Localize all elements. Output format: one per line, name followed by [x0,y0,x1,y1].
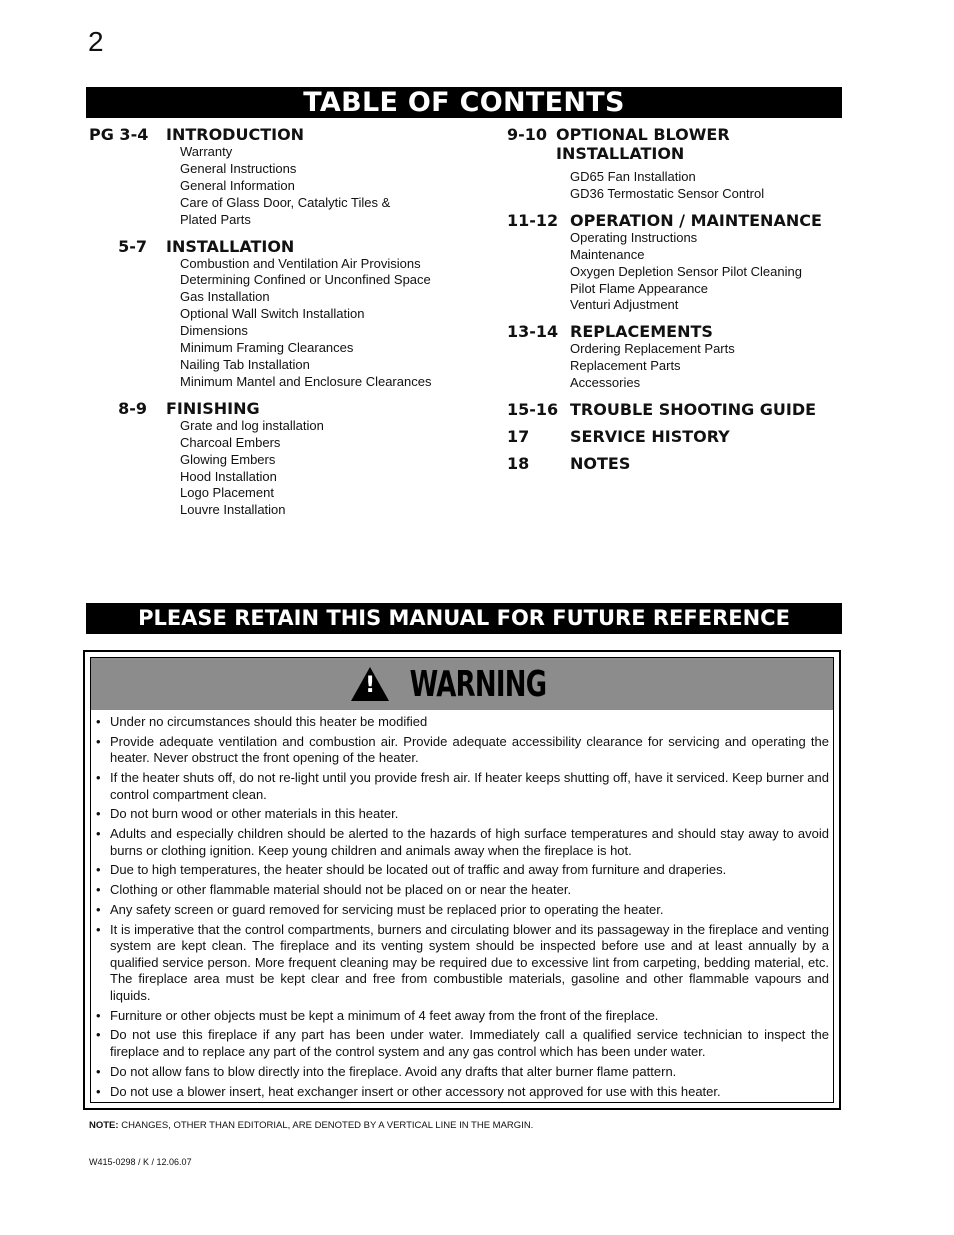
toc-subitems [89,418,489,519]
warning-item: • Adults and especially children should be alerted to the hazards of high surface temperatures and should stay away to avoid burns or clothing ignition. Keep young children and animals away when the fireplace is hot. [94,826,829,859]
warning-triangle-icon: ! [351,667,389,701]
toc-subitem: Minimum Mantel and Enclosure Clearances [180,373,432,389]
warning-item: • It is imperative that the control compartments, burners and circulating blower and its passageway in the fireplace and venting system are kept clean. The fireplace and its venting system should be inspected before use and at least annually by a qualified service person. More frequent cleaning may be required due to excessive lint from carpeting, bedding material, etc. The fireplace area must be kept clear and free from combustible materials, gasoline and other flammable vapours and liquids. [94,922,829,1005]
toc-subitem: Oxygen Depletion Sensor Pilot Cleaning [570,263,802,279]
toc-section-heading [89,399,489,418]
toc-banner: TABLE OF CONTENTS [86,87,842,118]
toc-section [507,400,852,419]
retain-manual-banner: PLEASE RETAIN THIS MANUAL FOR FUTURE REFERENCE [86,603,842,634]
toc-title-line: OPERATION / MAINTENANCE [570,210,822,230]
toc-title-line: NOTES [570,454,631,474]
toc-section-title [570,400,816,419]
toc-subitem: Optional Wall Switch Installation [180,306,365,322]
toc-subitem: Logo Placement [180,485,274,501]
toc-section-title [166,399,260,418]
toc-title-line: SERVICE HISTORY [570,427,730,447]
toc-section-heading [507,125,852,163]
toc-section-title [570,322,713,341]
toc-section-title [166,237,294,256]
toc-page-range: PG 3-4 [89,125,149,144]
toc-subitems [89,144,489,229]
toc-subitem: Ordering Replacement Parts [570,341,735,357]
toc-subitem: Nailing Tab Installation [180,356,310,372]
warning-item: • Do not allow fans to blow directly into the fireplace. Avoid any drafts that alter burner flame pattern. [94,1064,829,1081]
toc-subitem: GD36 Termostatic Sensor Control [570,185,765,201]
toc-subitems [89,256,489,391]
toc-subitem: Operating Instructions [570,229,698,245]
toc-subitem: Maintenance [570,246,645,262]
toc-subitems [507,169,852,203]
toc-section [507,427,852,446]
toc-title-line: OPTIONAL BLOWER [556,125,730,144]
toc-subitem: Combustion and Ventilation Air Provisions [180,255,421,271]
toc-section-title [166,125,304,144]
toc-subitems [507,341,852,392]
toc-section-heading [89,237,489,256]
warning-item: • Under no circumstances should this heater be modified [94,714,829,731]
toc-section-heading [507,322,852,341]
toc-title-line: REPLACEMENTS [570,322,713,342]
toc-subitem: Charcoal Embers [180,434,281,450]
toc-section-heading [507,454,852,473]
toc-subitem: Pilot Flame Appearance [570,280,709,296]
toc-section [507,454,852,473]
warning-item: • Due to high temperatures, the heater should be located out of traffic and away from furniture and draperies. [94,862,829,879]
toc-page-range: 17 [507,427,530,447]
warning-box [83,650,841,1110]
toc-title-line: FINISHING [166,398,260,418]
note-text: CHANGES, OTHER THAN EDITORIAL, ARE DENOTED BY A VERTICAL LINE IN THE MARGIN. [121,1120,534,1131]
toc-subitem: Gas Installation [180,289,270,305]
warning-item: • Do not burn wood or other materials in this heater. [94,806,829,823]
note-label: NOTE: [89,1120,119,1131]
warning-item: • Provide adequate ventilation and combustion air. Provide adequate accessibility clearance for servicing and operating the heater. Never obstruct the front opening of the heater. [94,734,829,767]
toc-subitem: General Information [180,177,295,193]
warning-item: • Do not use a blower insert, heat exchanger insert or other accessory not approved for use with this heater. [94,1084,829,1101]
toc-section [89,237,489,391]
toc-subitem: Dimensions [180,323,248,339]
toc-right-column [507,125,852,481]
page-number: 2 [88,26,104,57]
toc-page-range: 18 [507,454,530,474]
warning-item: • Any safety screen or guard removed for servicing must be replaced prior to operating the heater. [94,902,829,919]
toc-page-range: 8-9 [118,398,147,418]
toc-section [507,211,852,315]
toc-section-title [570,427,730,446]
toc-subitem: Louvre Installation [180,502,286,518]
warning-item: • Do not use this fireplace if any part has been under water. Immediately call a qualified service technician to inspect the fireplace and to replace any part of the control system and any gas control which has been under water. [94,1027,829,1060]
toc-title-line: INTRODUCTION [166,125,305,144]
toc-subitem: Determining Confined or Unconfined Space [180,272,431,288]
toc-section [507,125,852,203]
toc-page-range: 13-14 [507,322,559,342]
toc-subitem: Accessories [570,375,641,391]
toc-subitem: Venturi Adjustment [570,297,679,313]
toc-section-title [556,125,730,163]
document-id: W415-0298 / K / 12.06.07 [89,1157,192,1167]
toc-subitem: Glowing Embers [180,451,276,467]
toc-title-line: INSTALLATION [556,144,685,163]
toc-subitem: Plated Parts [180,211,251,227]
toc-subitems [507,230,852,315]
toc-subitem: Hood Installation [180,468,277,484]
warning-item: • If the heater shuts off, do not re-light until you provide fresh air. If heater keeps shutting off, have it serviced. Keep burner and control compartment clean. [94,770,829,803]
toc-page-range: 5-7 [118,236,147,256]
toc-subitem: Minimum Framing Clearances [180,340,354,356]
warning-title: WARNING [409,663,547,705]
toc-subitem: Warranty [180,144,233,159]
toc-subitem: General Instructions [180,160,297,176]
toc-subitem: Care of Glass Door, Catalytic Tiles & [180,194,391,210]
toc-section [89,399,489,519]
toc-section-heading [507,400,852,419]
warning-item: • Furniture or other objects must be kept a minimum of 4 feet away from the front of the fireplace. [94,1008,829,1025]
toc-section-heading [507,427,852,446]
warning-inner-frame [90,657,834,1103]
toc-page-range: 9-10 [507,125,548,144]
toc-title-line: INSTALLATION [166,236,295,256]
toc-section [507,322,852,392]
warning-item: • Clothing or other flammable material should not be placed on or near the heater. [94,882,829,899]
toc-section [89,125,489,229]
toc-section-title [570,454,630,473]
toc-page-range: 11-12 [507,210,559,230]
toc-page-range: 15-16 [507,400,559,420]
toc-title-line: TROUBLE SHOOTING GUIDE [570,400,817,420]
warning-list [91,710,833,1100]
toc-section-heading [507,211,852,230]
toc-subitem: GD65 Fan Installation [570,169,696,184]
toc-left-column [89,125,489,527]
warning-header [91,658,833,710]
toc-section-title [570,211,822,230]
revision-note [89,1120,533,1131]
toc-subitem: Grate and log installation [180,417,324,433]
toc-section-heading [89,125,489,144]
toc-subitem: Replacement Parts [570,358,681,374]
